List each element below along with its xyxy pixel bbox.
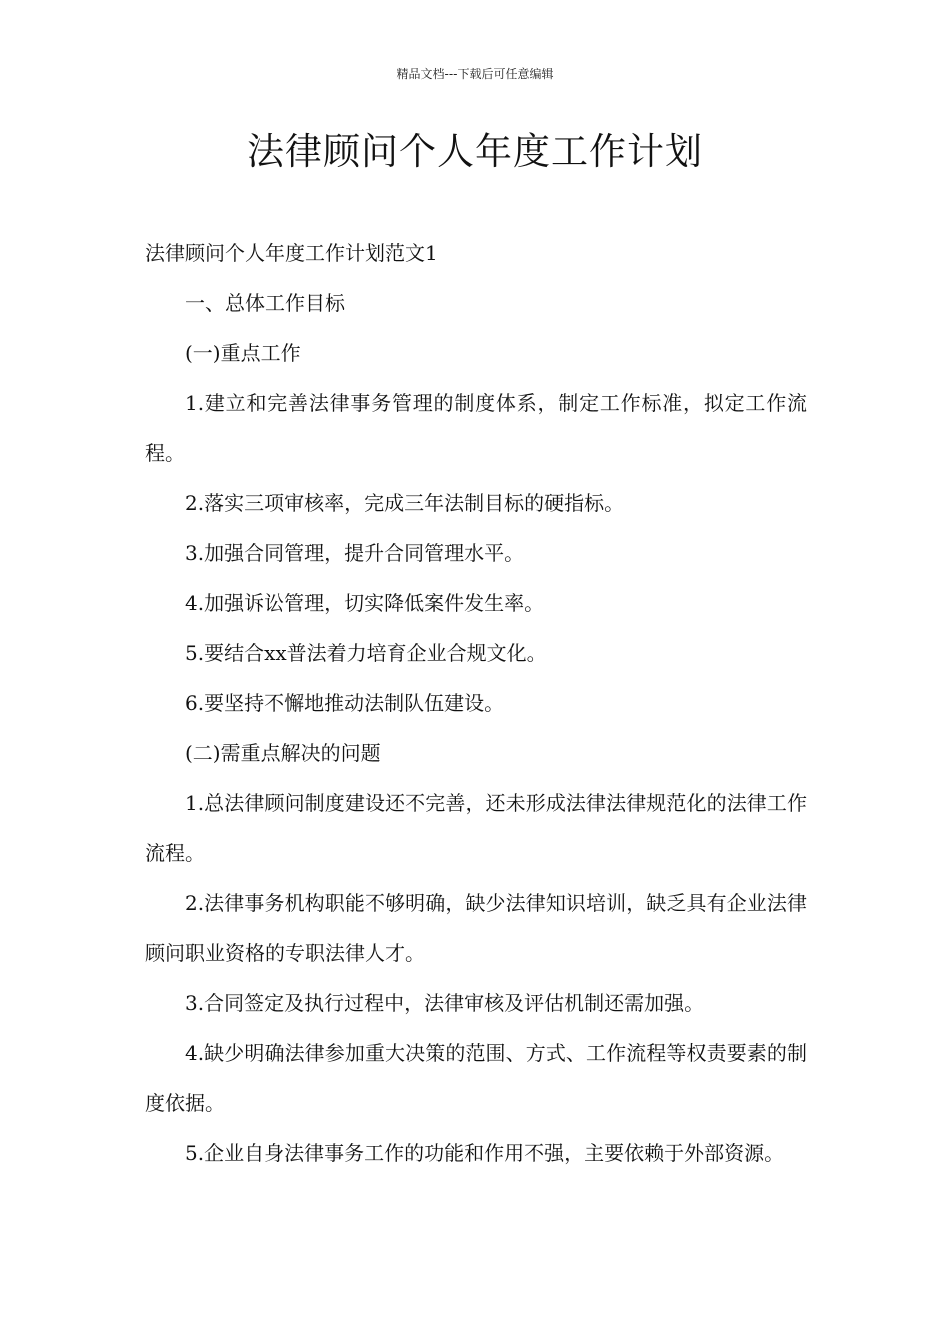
paragraph-subsection-heading: (一)重点工作 [185, 341, 301, 365]
paragraph-subtitle: 法律顾问个人年度工作计划范文1 [145, 241, 438, 265]
paragraph-item: 2.法律事务机构职能不够明确，缺少法律知识培训，缺乏具有企业法律顾问职业资格的专职法律人才。 [145, 891, 807, 965]
paragraph-item: 4.加强诉讼管理，切实降低案件发生率。 [185, 591, 545, 615]
paragraph-subsection-heading: (二)需重点解决的问题 [185, 741, 381, 765]
paragraph-item: 5.要结合xx普法着力培育企业合规文化。 [185, 641, 547, 665]
paragraph-item: 3.加强合同管理，提升合同管理水平。 [185, 541, 525, 565]
header-note: 精品文档---下载后可任意编辑 [396, 67, 554, 81]
document-body [145, 228, 807, 1178]
paragraph-item: 3.合同签定及执行过程中，法律审核及评估机制还需加强。 [185, 991, 705, 1015]
paragraph-item: 6.要坚持不懈地推动法制队伍建设。 [185, 691, 505, 715]
paragraph-item: 1.总法律顾问制度建设还不完善，还未形成法律法律规范化的法律工作流程。 [145, 791, 807, 865]
paragraph-section-heading: 一、总体工作目标 [185, 291, 345, 315]
paragraph-item: 2.落实三项审核率，完成三年法制目标的硬指标。 [185, 491, 625, 515]
paragraph-item: 4.缺少明确法律参加重大决策的范围、方式、工作流程等权责要素的制度依据。 [145, 1041, 807, 1115]
paragraph-item: 5.企业自身法律事务工作的功能和作用不强，主要依赖于外部资源。 [185, 1141, 785, 1165]
paragraph-item: 1.建立和完善法律事务管理的制度体系，制定工作标准，拟定工作流程。 [145, 391, 807, 465]
document-title: 法律顾问个人年度工作计划 [247, 130, 703, 173]
